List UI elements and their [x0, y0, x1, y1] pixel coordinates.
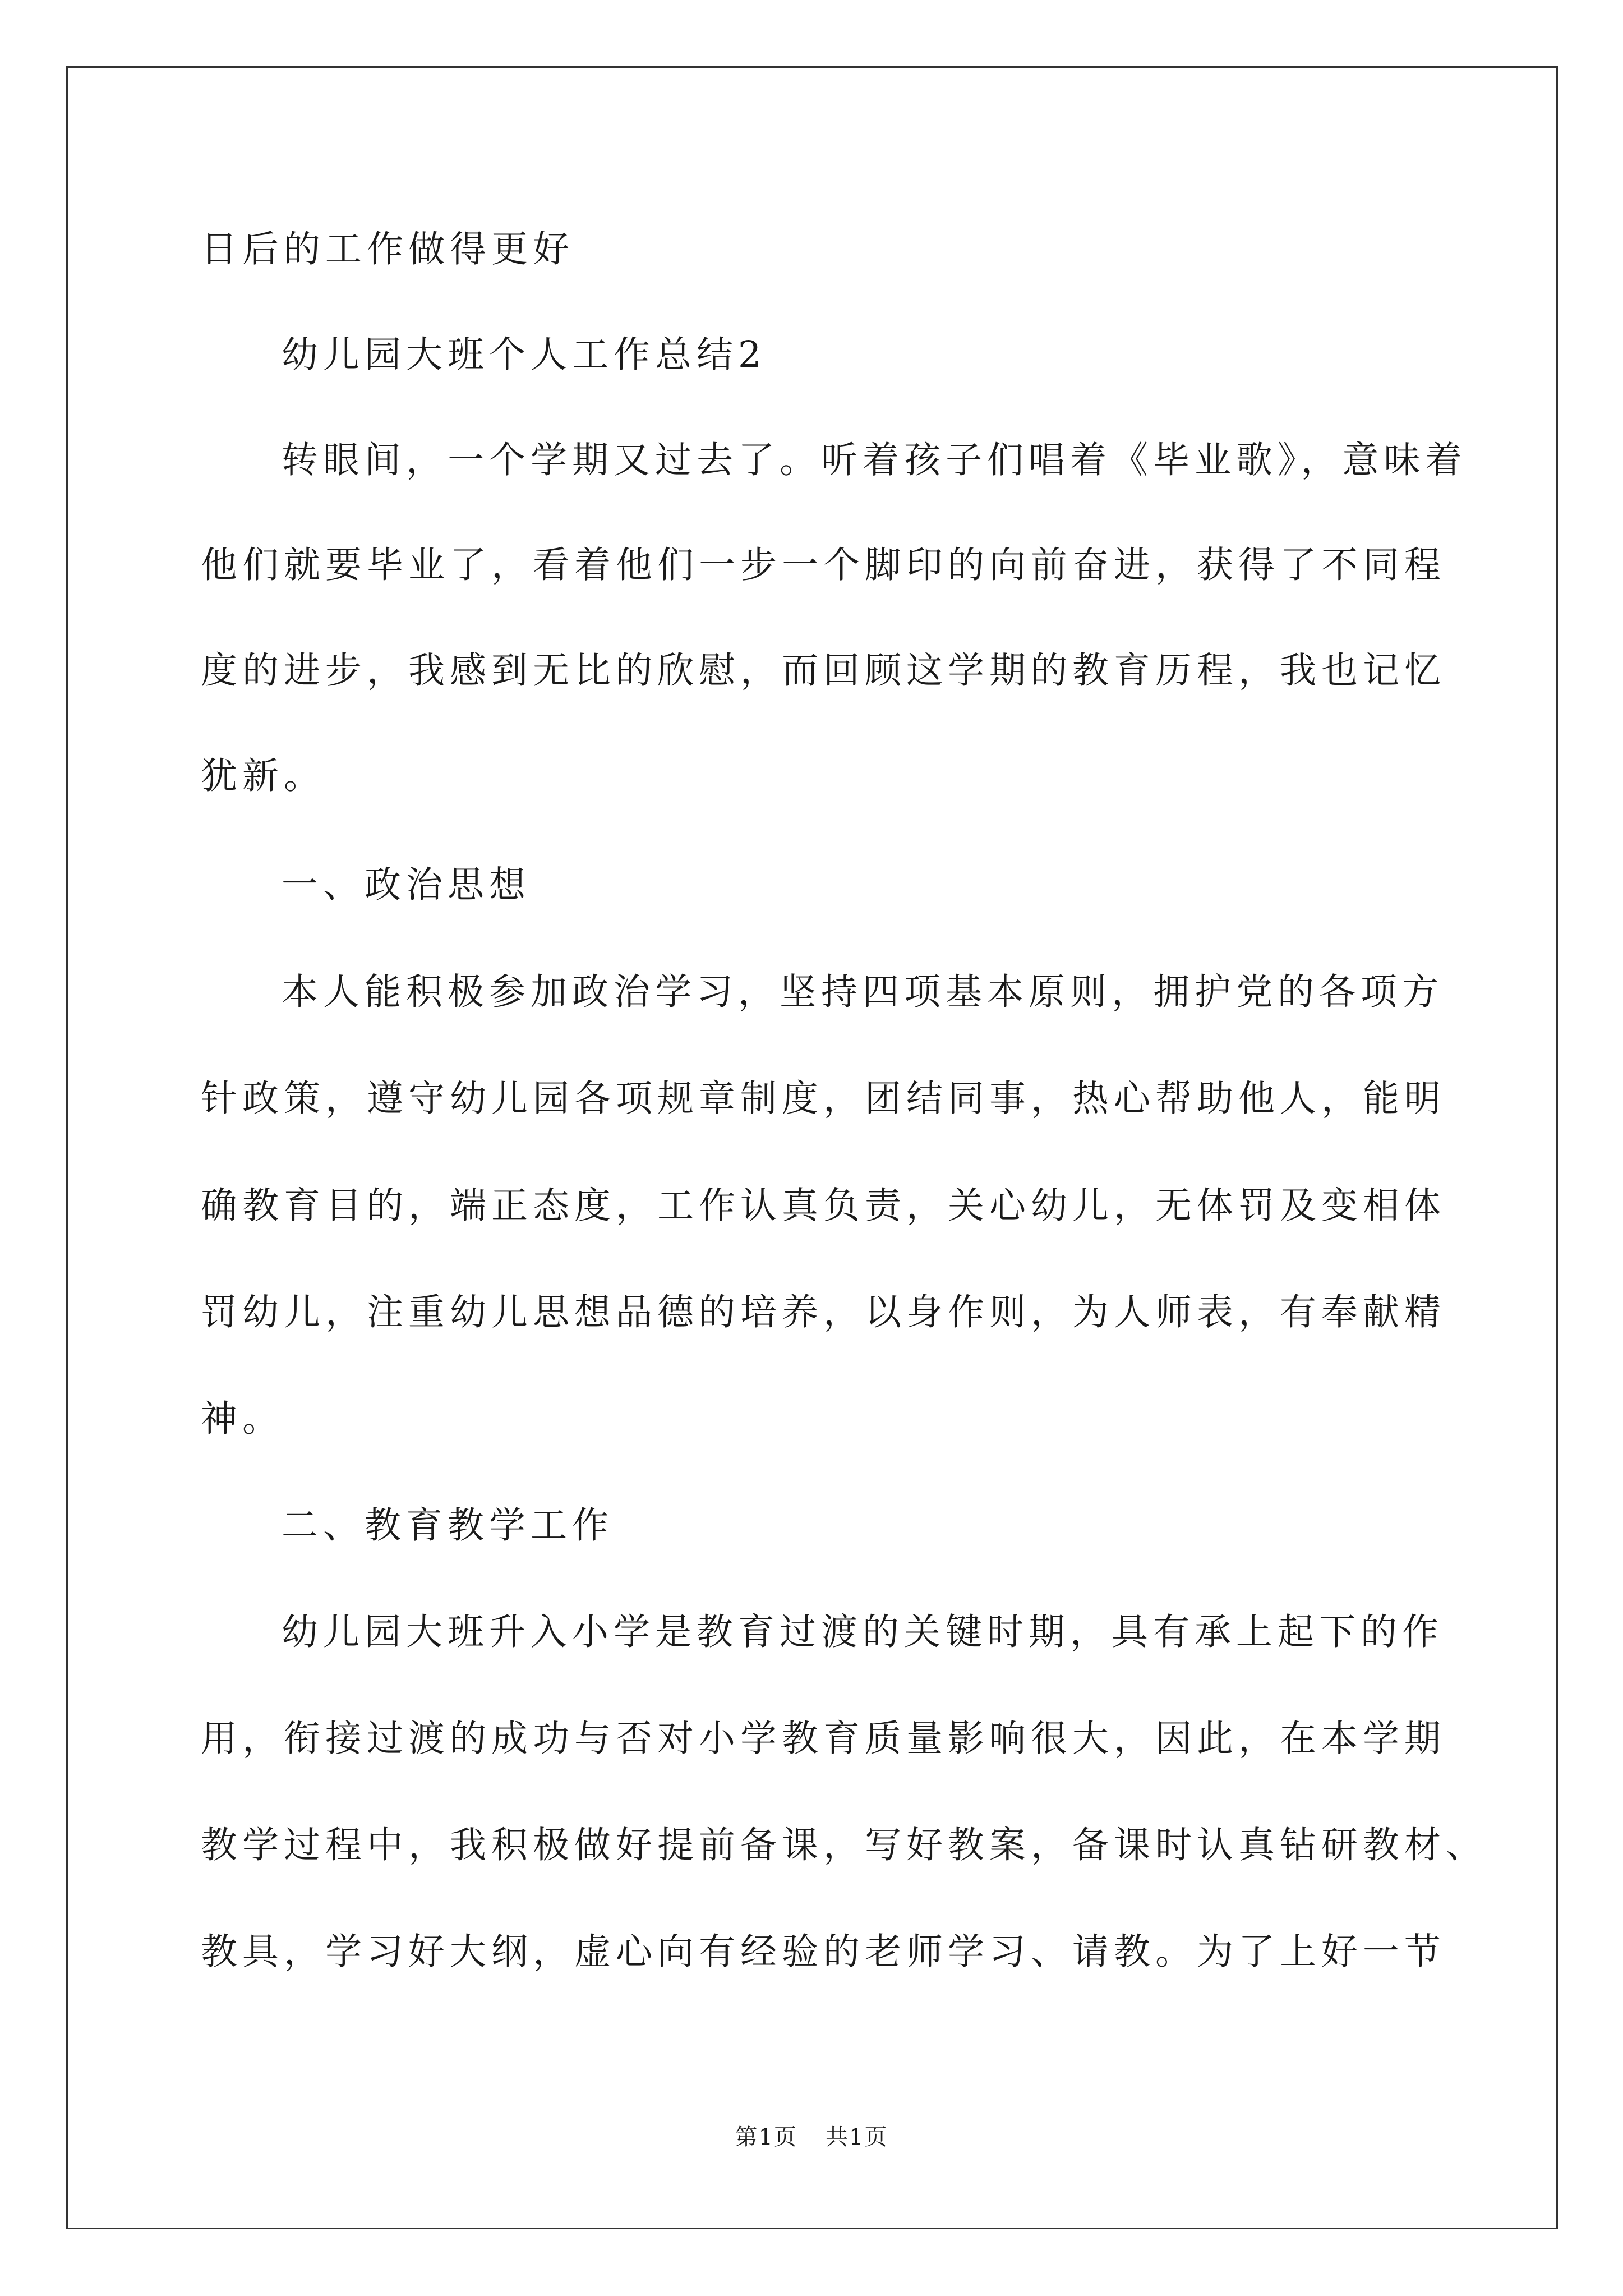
- section-title: 幼儿园大班个人工作总结2: [282, 334, 767, 376]
- paragraph-line: 教学过程中，我积极做好提前备课，写好教案，备课时认真钻研教材、: [201, 1824, 1488, 1866]
- text-line-continuation: 日后的工作做得更好: [201, 228, 575, 270]
- paragraph-line: 度的进步，我感到无比的欣慰，而回顾这学期的教育历程，我也记忆: [201, 650, 1446, 692]
- paragraph-line: 犹新。: [201, 755, 326, 797]
- section-heading: 二、教育教学工作: [282, 1504, 614, 1547]
- paragraph-line: 确教育目的，端正态度，工作认真负责，关心幼儿，无体罚及变相体: [201, 1185, 1446, 1227]
- paragraph-line: 用，衔接过渡的成功与否对小学教育质量影响很大，因此，在本学期: [201, 1718, 1446, 1760]
- page-frame: [66, 66, 1558, 2229]
- page-footer: [0, 2123, 1623, 2151]
- paragraph-line: 教具，学习好大纲，虚心向有经验的老师学习、请教。为了上好一节: [201, 1931, 1446, 1973]
- paragraph-line: 本人能积极参加政治学习，坚持四项基本原则，拥护党的各项方: [282, 971, 1444, 1013]
- paragraph-line: 针政策，遵守幼儿园各项规章制度，团结同事，热心帮助他人，能明: [201, 1078, 1446, 1120]
- section-heading: 一、政治思想: [282, 864, 531, 906]
- paragraph-line: 转眼间，一个学期又过去了。听着孩子们唱着《毕业歌》，意味着: [282, 439, 1467, 481]
- page-number: 第1页: [735, 2124, 797, 2150]
- paragraph-line: 幼儿园大班升入小学是教育过渡的关键时期，具有承上起下的作: [282, 1611, 1444, 1653]
- paragraph-line: 神。: [201, 1398, 284, 1440]
- paragraph-line: 罚幼儿，注重幼儿思想品德的培养，以身作则，为人师表，有奉献精: [201, 1291, 1446, 1333]
- page-total: 共1页: [826, 2124, 888, 2150]
- paragraph-line: 他们就要毕业了，看着他们一步一个脚印的向前奋进，获得了不同程: [201, 544, 1446, 586]
